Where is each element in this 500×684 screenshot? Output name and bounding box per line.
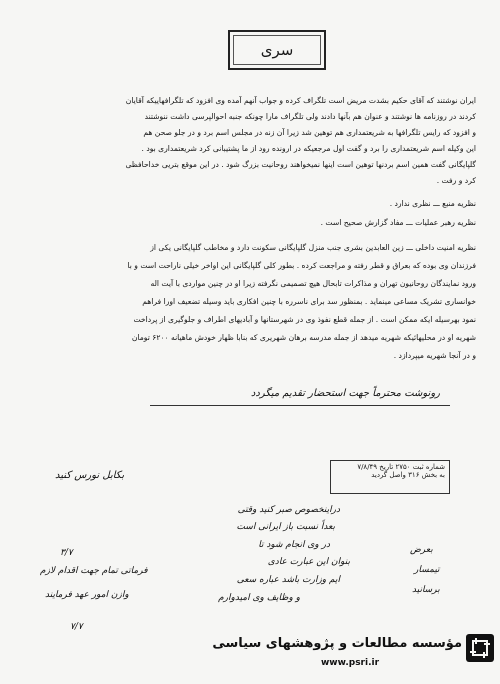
paragraph1-line: و افزود که رایس تلگرافها به شریعتمداری هم توهین شد زیرا آن زنه در مجلس اسم برد و در جلو صحن هم: [143, 128, 476, 137]
handwritten-left-bottom-line: فرماتی تمام جهت اقدام لازم: [40, 566, 148, 576]
handwritten-right-line: بعرض: [410, 545, 433, 555]
paragraph1-line: ایران نوشتند که آقای حکیم بشدت مریض است تلگراف کرده و جواب آنهم آمده وی افزود که تلگرافهاییکه آقایان: [125, 96, 476, 105]
paragraph2-line: خوانساری تشریک مساعی مینماید . بمنظور سد برای ناسرره با چنین افکاری باید وسیله تضعیف اورا فراهم: [142, 297, 476, 306]
source-evaluation: نظریه منبع ـــ نظری ندارد .: [389, 199, 476, 208]
handwritten-left-note: بکابل نورس کنید: [55, 470, 125, 481]
handwritten-middle-line: و وظایف وی امیدوارم: [218, 593, 300, 603]
paragraph2-line: شهریه او در محلیهائیکه شهریه میدهد از جمله مدرسه برهان شهریری که بنابا ظهار خودش ماهیانه ۶۲۰۰ تومان: [131, 333, 476, 342]
paragraph2-line: نمود بهرسیله ایکه ممکن است . از جمله قطع نفوذ وی در شهرستانها و آبادیهای اطراف و جلوگیری از پرداخت: [133, 315, 476, 324]
handwritten-middle-line: دراینخصوص صبر کنید وقتی: [237, 505, 340, 515]
paragraph2-line: ورود نمایندگان روحانیون تهران و مذاکرات تابحال هیچ تصمیمی نگرفته زیرا او در چنین مواردی با آیت اله: [150, 279, 476, 288]
handwritten-left-bottom-line: ۷/۷: [70, 622, 83, 632]
handwritten-right-line: تیمسار: [414, 565, 440, 575]
registration-stamp-line: به بخش ۳۱۶ واصل گردید: [371, 471, 445, 479]
paragraph2-line: نظریه امنیت داخلی ـــ زین العابدین بشری جنب منزل گلپایگانی سکونت دارد و مخاطب گلپایگانی یکی از: [150, 243, 476, 252]
handwritten-right-line: برسانید: [412, 585, 440, 595]
handwritten-middle-line: ایم وزارت باشد عباره سعی: [236, 575, 340, 585]
handwritten-middle-line: در وی انجام شود تا: [258, 540, 330, 550]
classification-stamp: [228, 30, 326, 70]
handwritten-left-bottom-line: ۳/۷: [60, 548, 73, 558]
operations-leader-evaluation: نظریه رهبر عملیات ـــ مفاد گزارش صحیح است .: [320, 218, 476, 227]
paragraph2-line: و در آنجا شهریه میپردازد .: [393, 351, 476, 360]
underline-mark: [150, 405, 450, 406]
paragraph1-line: کرد و رفت .: [436, 176, 476, 185]
classification-stamp-text: سری: [260, 41, 294, 59]
paragraph1-line: کردند در روزنامه ها نوشتند و عنوان هم بآنها دادند ولی تلگراف مارا چونکه جنبه احوالپرسی داشت ننوشتند: [144, 112, 476, 121]
handwritten-middle-line: بنوان این عبارت عادی: [267, 557, 350, 567]
institute-logo-icon: [466, 634, 494, 662]
footer-url[interactable]: www.psri.ir: [320, 658, 380, 668]
handwritten-middle-line: بعداً نسبت باز ایرانی است: [236, 522, 335, 532]
paragraph2-line: فرزندان وی بوده که بعراق و قطر رفته و مراجعت کرده . بطور کلی گلپایگانی این اواخر خیلی ناراحت است و با: [127, 261, 476, 270]
paragraph1-line: این وکیله اسم شریعتمداری را برد و گفت اول مرجعیکه در ارونده رود از ما پشتیبانی کرد شریعتمداری بود .: [141, 144, 476, 153]
handwritten-directive: رونوشت محترماً جهت استحضار تقدیم میگردد: [250, 388, 440, 399]
registration-stamp: [330, 460, 450, 494]
paragraph1-line: گلپایگانی گفت همین اسم بردنها توهین است اینها نمیخواهند روحانیت بزرگ شود . در این موقع بتریی خداحافظی: [125, 160, 476, 169]
knot-icon: [466, 634, 494, 662]
footer-organization: مؤسسه مطالعات و پژوهشهای سیاسی: [212, 636, 462, 651]
handwritten-left-bottom-line: وازن امور عهد فرمایند: [45, 590, 129, 600]
registration-stamp-line: شماره ثبت ۲۷۵۰ تاریخ ۷/۸/۴۹: [357, 463, 445, 471]
